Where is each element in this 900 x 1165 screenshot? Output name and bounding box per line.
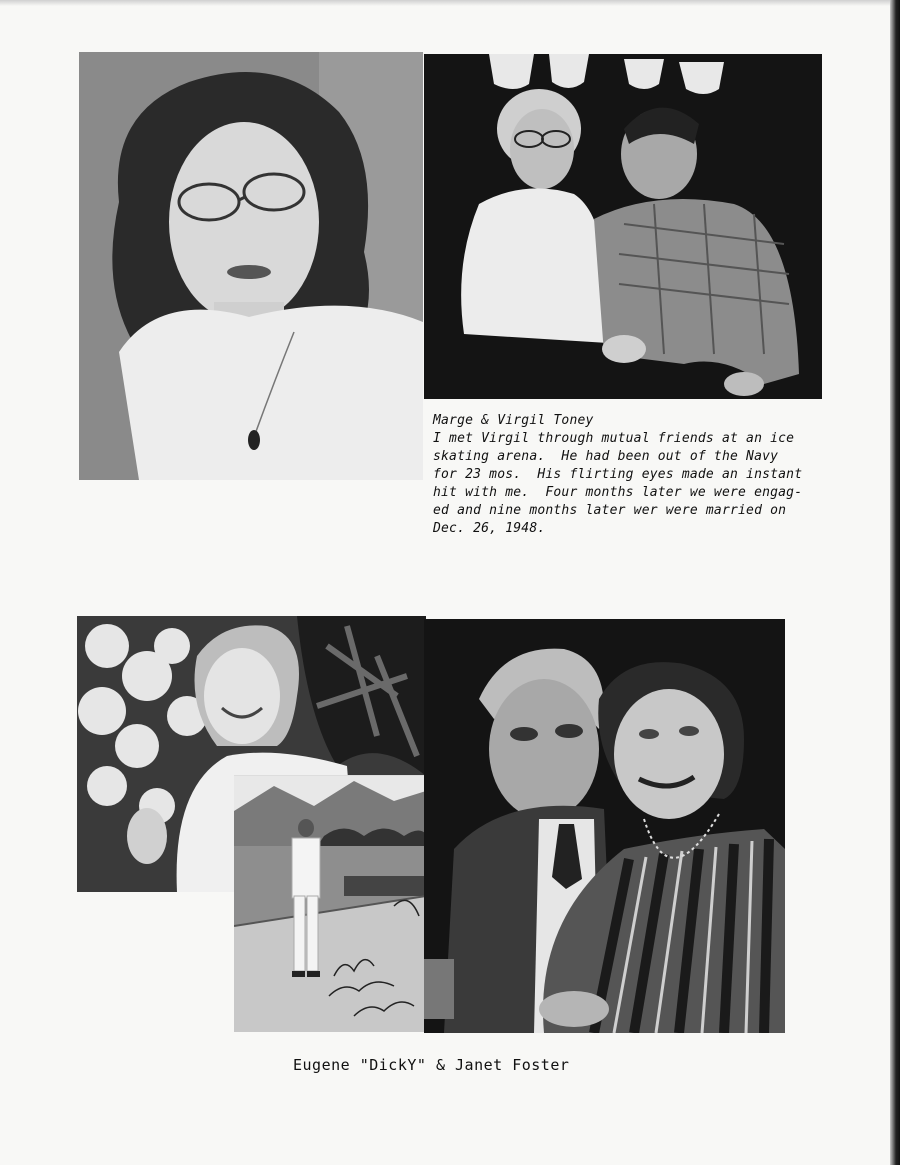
page-top-edge: [0, 0, 900, 6]
toney-caption: [433, 412, 853, 538]
page-binding-shadow: [890, 0, 900, 1165]
caption-line: I met Virgil through mutual friends at an ice: [433, 431, 795, 446]
photo-portrait-woman-glasses: [79, 52, 423, 480]
photo-older-couple-toney: [424, 54, 822, 399]
caption-line: for 23 mos. His flirting eyes made an instant: [433, 467, 803, 482]
caption-line: ed and nine months later wer were married on: [433, 503, 787, 518]
caption-line: Dec. 26, 1948.: [433, 521, 546, 536]
photo-sailor-at-dock: [234, 775, 426, 1032]
photo-older-couple-foster: [424, 619, 785, 1033]
caption-line: skating arena. He had been out of the Navy: [433, 449, 779, 464]
caption-line: hit with me. Four months later we were engag-: [433, 485, 803, 500]
foster-caption: Eugene "DickY" & Janet Foster: [293, 1056, 570, 1074]
caption-title: Marge & Virgil Toney: [433, 413, 594, 428]
